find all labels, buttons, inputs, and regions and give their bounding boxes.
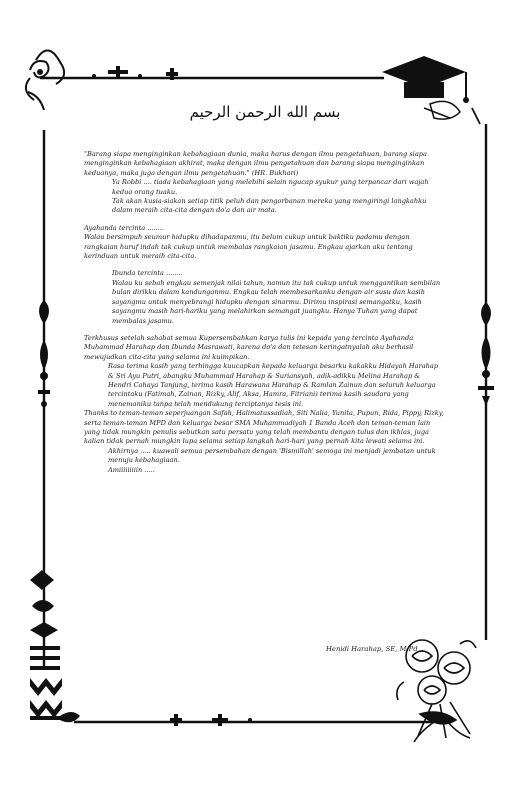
graduation-cap-icon <box>382 56 480 124</box>
section-heading: Ibunda tercinta ........ <box>112 269 183 278</box>
section-text: Walau bersimpuh seumur hidupku dihadapanmu, itu belum cukup untuk baktiku padamu dengan rangkaian huruf indah tak cukup untuk membalas rangkaian jasamu. Engkau ajarkan aku tentang kerinduan untuk meraih cita-cita. <box>84 233 413 261</box>
dedication-paragraph: Terkhusus setelah sahabat semua Kupersembahkan karya tulis ini kepada yang tercinta Ayahanda Muhammad Harahap dan Ibunda Masrawati, karena do'a dan tetesan keringatnyalah aku berhasil mewujudkan cita-cita yang selama ini kuimpikan. <box>84 333 414 361</box>
closing-line: Akhirnya ..... kuawali semua persembahan dengan 'Bismillah' semoga ini menjadi jembatan untuk menuju kebahagiaan. <box>108 446 436 465</box>
basmala-calligraphy <box>180 96 350 126</box>
section-text: Walau ku sebah engkau semenjak nilai tahun, namun itu tak cukup untuk menggantikan sembilan bulan dirikku dalam kandunganmu. Engkau telah membesarkanku dengan air susu dan kasih sayangmu untuk menyebrangi hidupku dengan sinarmu. Dirimu inspirasi semangatku, kasih sayangmu masih hari-hariku yang melahirkan semangat juangku. Hanya Tuhan yang dapat membalas jasamu. <box>112 278 441 325</box>
thanks-family-paragraph: Rasa terima kasih yang terhingga kuucapkan kepada keluarga besarku kakakku Hidayah Harahap & Sri Ayu Putri, abangku Muhammad Harahap & Suriansyah, adik-adikku Melina Harahap & Hendri Cahaya Tanjung, terima kasih Harawana Harahap & Ramlan Zainun dan seluruh keluarga tercintaku (Fatimah, Zainan, Rizky, Alif, Aksa, Hamra, Fitriani) terima kasih saudara yang menemaniku tanpa telah mendukung terciptanya tesis ini. <box>108 362 439 408</box>
corner-lattice-bottom-left <box>30 570 80 722</box>
document-body <box>84 150 444 475</box>
section-heading: Ayahanda tercinta ........ <box>84 223 165 232</box>
thanks-friends-paragraph: Thanks to teman-teman seperjuangan Safah, Halimatussadiah, Siti Nalia, Yunita, Pupun, Rida, Pippy, Rizky, serta teman-teman MPD dan keluarga besar SMA Muhammadiyah 1 Banda Aceh dan teman-teman lain yang tidak mungkin penulis sebutkan satu persatu yang telah membantu dengan tulus dan ikhlas, juga kalian tidak pernah mungkin lupa selama setiap langkah hari-hari yang pernah kita lewati selama ini. <box>84 409 444 446</box>
rose-bouquet-icon <box>397 640 476 742</box>
intro-line: Ya Robbi .... tiada kebahagiaan yang melebihi selain ngucap syukur yang terpancar dari wajah kedua orang tuaku. <box>112 178 429 196</box>
corner-flourish-top-left <box>26 50 64 110</box>
closing-block <box>84 447 444 475</box>
svg-text:بسم الله الرحمن الرحيم: بسم الله الرحمن الرحيم <box>189 103 341 121</box>
section-father <box>84 224 444 262</box>
hadith-quote: "Barang siapa menginginkan kebahagiaan dunia, maka harus dengan ilmu pengetahuan, barang siapa menginginkan kebahagiaan akhirat, maka dengan ilmu pengetahuan dan barang siapa menginginkan keduanya, maka juga dengan ilmu pengetahuan." (HR. Bukhari) <box>84 150 427 177</box>
section-mother <box>84 269 444 325</box>
closing-line: Amiiiiiiiiin ..... <box>108 465 155 474</box>
intro-prayer <box>84 178 444 216</box>
left-side-ornament <box>38 300 50 407</box>
bottom-cross-ornaments <box>170 714 252 726</box>
intro-line: Tak akan kusia-siakan setiap titik peluh dan pengorbanan mereka yang mengiringi langkahku dalam meraih cita-cita dengan do'a dan air mata. <box>112 197 427 215</box>
author-signature: Henidi Harahap, SE, M.Pd <box>326 645 418 653</box>
